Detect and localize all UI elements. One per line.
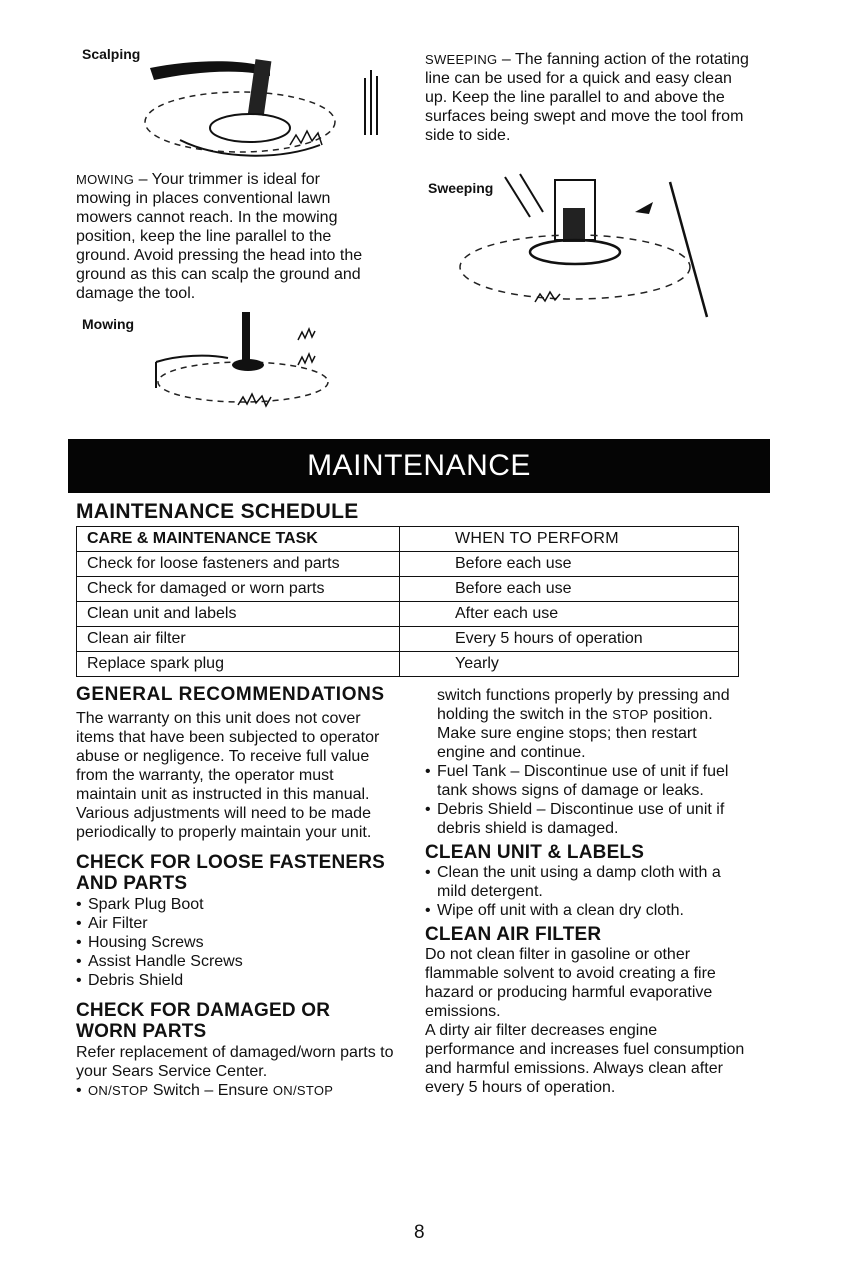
table-header-row xyxy=(77,527,739,552)
table-row xyxy=(77,602,739,627)
list-item: • Clean the unit using a damp cloth with a mild detergent. xyxy=(425,863,745,901)
mowing-illustration xyxy=(148,310,348,430)
sweeping-figure-label: Sweeping xyxy=(428,180,494,196)
list-item xyxy=(76,1081,396,1100)
clean-unit-heading: CLEAN UNIT & LABELS xyxy=(425,842,645,863)
when-cell: Before each use xyxy=(400,552,739,577)
onstop-mid: Switch – Ensure xyxy=(148,1082,273,1099)
list-item: • Air Filter xyxy=(76,914,396,933)
table-row xyxy=(77,577,739,602)
general-recommendations-text: The warranty on this unit does not cover items that have been subjected to operator abuse or negligence. To receive full value from the warranty, the operator must maintain unit as instructed in this manual. Various adjustments will need to be made periodically to properly maintain your unit. xyxy=(76,710,380,841)
mowing-lead: MOWING xyxy=(76,172,135,187)
when-cell: After each use xyxy=(400,602,739,627)
damaged-parts-text: Refer replacement of damaged/worn parts to your Sears Service Center. xyxy=(76,1044,394,1080)
check-loose-heading: CHECK FOR LOOSE FASTENERS AND PARTS xyxy=(76,852,386,894)
maintenance-banner: MAINTENANCE xyxy=(68,439,770,493)
loose-parts-list xyxy=(76,895,396,990)
onstop-continued-a: switch functions properly by pressing and holding the switch in the xyxy=(437,687,730,723)
onstop-label: ON/STOP xyxy=(88,1083,149,1098)
general-recommendations-heading: GENERAL RECOMMENDATIONS xyxy=(76,684,385,705)
mowing-paragraph xyxy=(76,170,366,303)
task-cell: Clean unit and labels xyxy=(77,602,400,627)
sweeping-illustration xyxy=(445,172,725,322)
stop-label: STOP xyxy=(612,707,649,722)
clean-air-filter-heading: CLEAN AIR FILTER xyxy=(425,924,602,945)
check-damaged-heading: CHECK FOR DAMAGED OR WORN PARTS xyxy=(76,1000,331,1042)
when-cell: Yearly xyxy=(400,652,739,677)
right-column xyxy=(425,686,745,1097)
list-item: • Wipe off unit with a clean dry cloth. xyxy=(425,901,745,920)
task-cell: Clean air filter xyxy=(77,627,400,652)
onstop-continued-text xyxy=(425,686,745,762)
list-item: • Debris Shield xyxy=(76,971,396,990)
mowing-figure-label: Mowing xyxy=(82,316,135,332)
list-item: • Debris Shield – Discontinue use of unit if debris shield is damaged. xyxy=(425,800,745,838)
list-item: • Fuel Tank – Discontinue use of unit if fuel tank shows signs of damage or leaks. xyxy=(425,762,745,800)
onstop-continued-b: position. Make sure engine stops; then restart engine and continue. xyxy=(437,706,713,761)
task-cell: Check for damaged or worn parts xyxy=(77,577,400,602)
check-items-list xyxy=(425,762,745,838)
air-filter-paragraph-1: Do not clean filter in gasoline or other flammable solvent to avoid creating a fire hazard or producing harmful evaporative emissions. xyxy=(425,946,716,1020)
maintenance-schedule-table xyxy=(76,526,739,677)
list-item: • Housing Screws xyxy=(76,933,396,952)
table-row xyxy=(77,627,739,652)
list-item: • Spark Plug Boot xyxy=(76,895,396,914)
table-row xyxy=(77,552,739,577)
left-column xyxy=(76,684,396,1100)
table-row xyxy=(77,652,739,677)
when-cell: Before each use xyxy=(400,577,739,602)
scalping-illustration xyxy=(120,50,390,170)
schedule-title: MAINTENANCE SCHEDULE xyxy=(76,500,359,523)
when-column-header: WHEN TO PERFORM xyxy=(400,527,739,552)
sweeping-lead: SWEEPING xyxy=(425,52,498,67)
list-item: • Assist Handle Screws xyxy=(76,952,396,971)
air-filter-paragraph-2: A dirty air filter decreases engine performance and increases fuel consumption and harmful emissions. Always clean after every 5 hours of operation. xyxy=(425,1022,745,1096)
clean-unit-list xyxy=(425,863,745,920)
task-cell: Check for loose fasteners and parts xyxy=(77,552,400,577)
task-cell: Replace spark plug xyxy=(77,652,400,677)
onstop-list xyxy=(76,1081,396,1100)
onstop-label-2: ON/STOP xyxy=(272,1083,334,1098)
sweeping-paragraph xyxy=(425,50,750,145)
mowing-text: – Your trimmer is ideal for mowing in places conventional lawn mowers cannot reach. In the mowing position, keep the line parallel to the ground. Avoid pressing the head into the ground as this can scalp the ground and damage the tool. xyxy=(76,171,363,302)
scalping-figure-label: Scalping xyxy=(82,46,141,62)
task-column-header: CARE & MAINTENANCE TASK xyxy=(77,527,400,552)
page-number: 8 xyxy=(414,1222,425,1243)
when-cell: Every 5 hours of operation xyxy=(400,627,739,652)
sweeping-text: – The fanning action of the rotating line can be used for a quick and easy clean up. Keep the line parallel to and above the surfaces being swept and move the tool from side to side. xyxy=(425,51,749,144)
